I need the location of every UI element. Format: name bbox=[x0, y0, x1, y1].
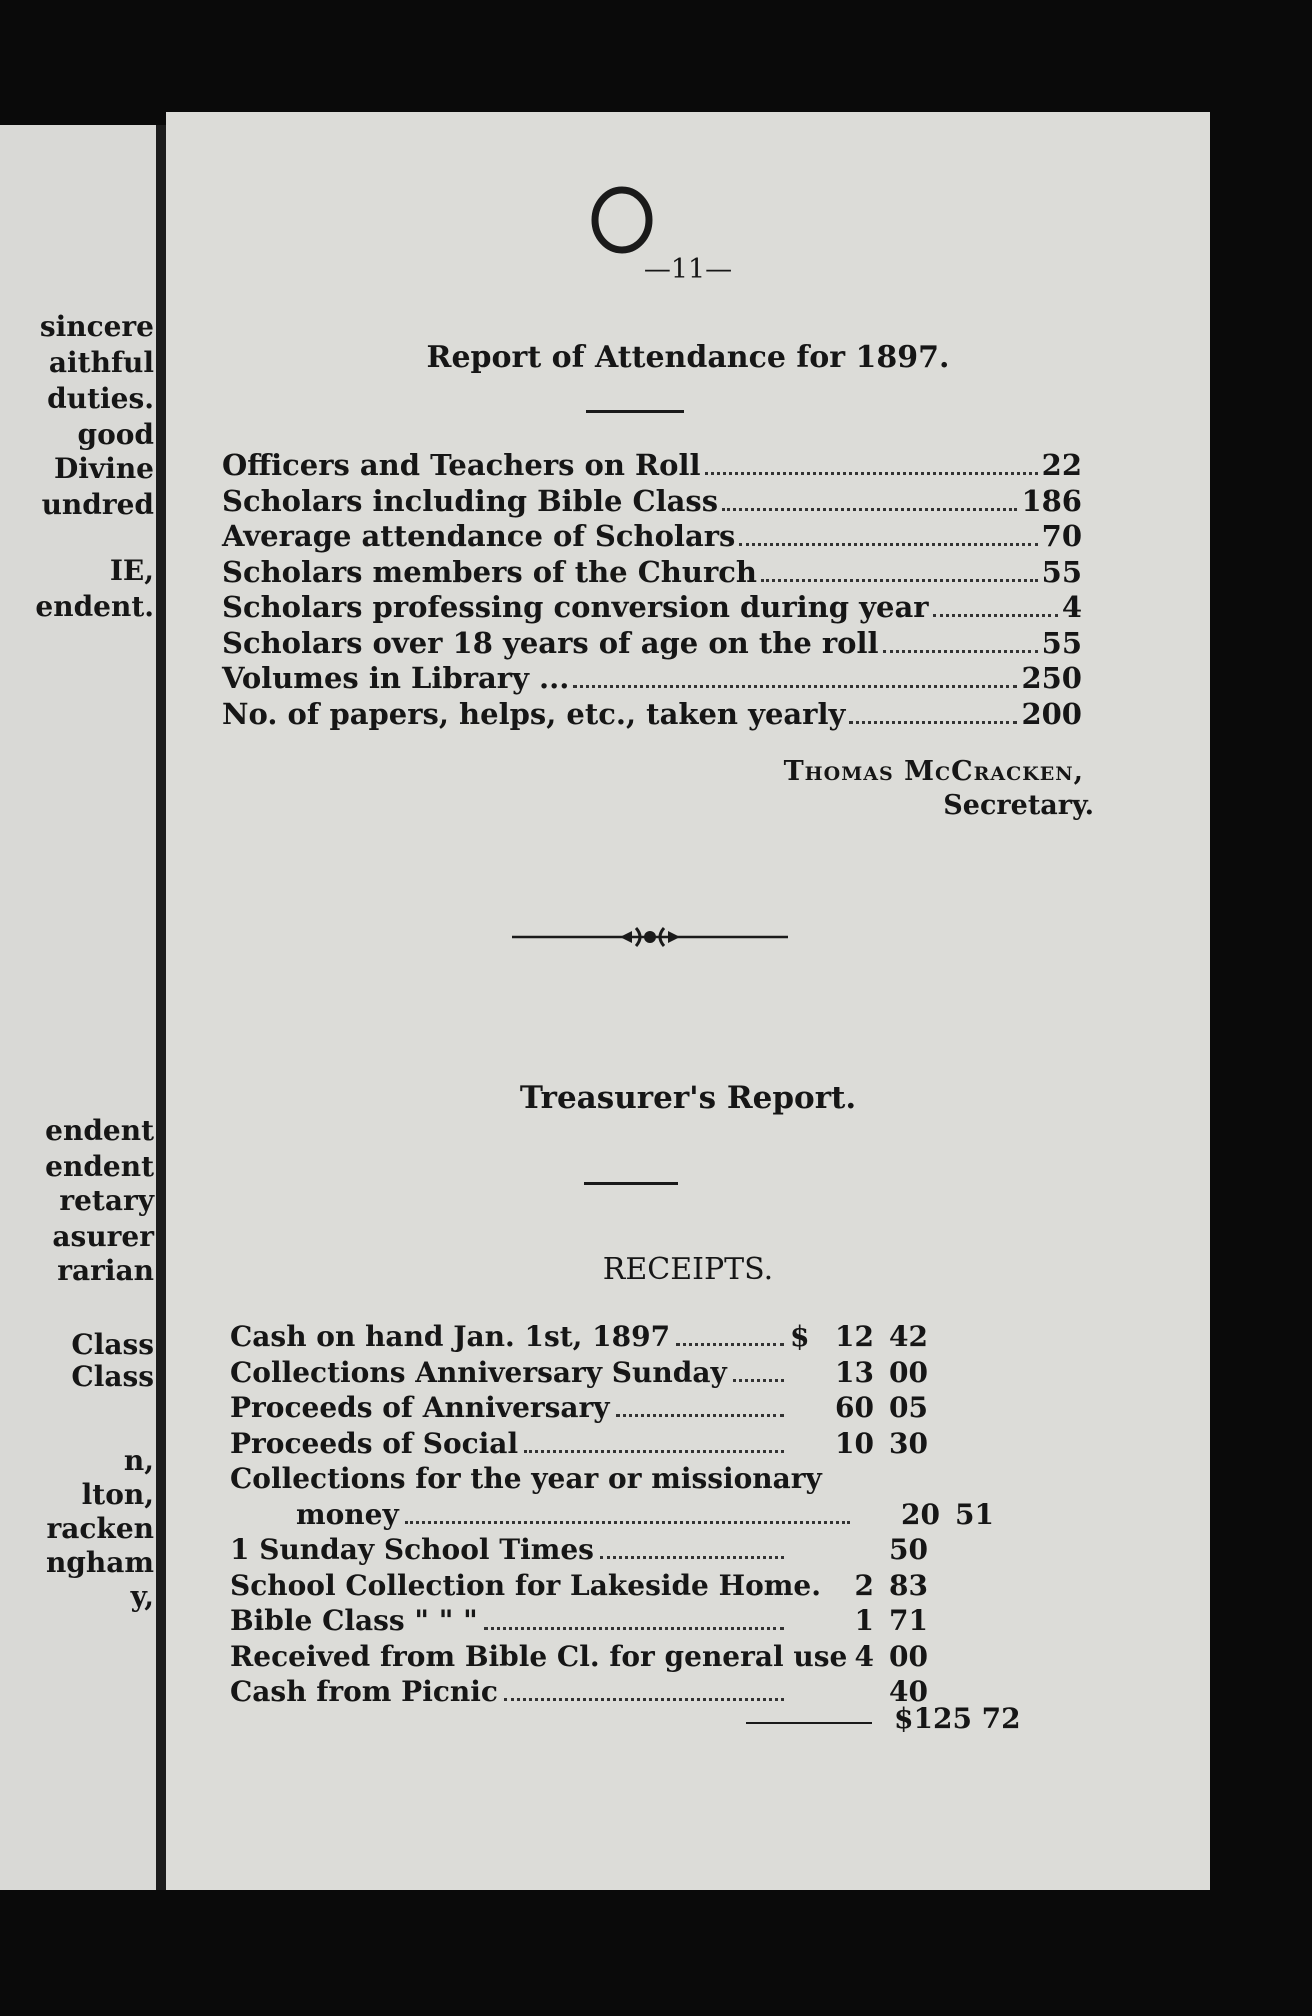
attendance-row bbox=[222, 661, 1082, 697]
row-value: 55 bbox=[1041, 554, 1082, 589]
row-label: Average attendance of Scholars bbox=[222, 519, 736, 553]
receipt-cents: 83 bbox=[889, 1568, 928, 1602]
receipt-dollars: 13 bbox=[835, 1355, 874, 1389]
dot-leader bbox=[733, 1379, 784, 1382]
dot-leader bbox=[722, 508, 1017, 511]
receipt-dollars: 60 bbox=[835, 1391, 874, 1424]
row-label: Volumes in Library ... bbox=[222, 661, 570, 695]
receipt-label: Collections for the year or missionary bbox=[230, 1462, 822, 1495]
receipt-label: Collections Anniversary Sunday bbox=[230, 1355, 727, 1389]
left-page-text: rarian bbox=[57, 1254, 154, 1287]
receipt-row bbox=[230, 1462, 1066, 1498]
receipt-row bbox=[230, 1320, 1066, 1356]
receipt-label: Cash from Picnic bbox=[230, 1675, 498, 1708]
dot-leader bbox=[600, 1556, 784, 1559]
dot-leader bbox=[705, 472, 1038, 475]
left-page-text: endent bbox=[45, 1114, 154, 1147]
receipt-label: Received from Bible Cl. for general use bbox=[230, 1639, 848, 1673]
attendance-table bbox=[222, 448, 1082, 732]
left-page-text: racken bbox=[46, 1512, 154, 1545]
receipt-label: School Collection for Lakeside Home. bbox=[230, 1568, 821, 1602]
left-page-text: duties. bbox=[47, 382, 154, 415]
row-value: 22 bbox=[1041, 448, 1082, 482]
left-page-text: endent bbox=[45, 1150, 154, 1183]
receipts-total bbox=[746, 1702, 1086, 1742]
receipt-dollars: 4 bbox=[854, 1639, 874, 1673]
receipt-cents: 71 bbox=[889, 1604, 928, 1637]
receipt-row bbox=[230, 1533, 1066, 1569]
attendance-row bbox=[222, 448, 1082, 484]
receipt-row bbox=[230, 1569, 1066, 1605]
attendance-row bbox=[222, 590, 1082, 626]
attendance-title: Report of Attendance for 1897. bbox=[426, 340, 950, 375]
page bbox=[166, 112, 1210, 1890]
left-page-text: IE, bbox=[109, 554, 154, 587]
total-amount: $125 72 bbox=[894, 1702, 1021, 1735]
receipt-cents: 30 bbox=[889, 1426, 928, 1460]
receipts-heading: RECEIPTS. bbox=[602, 1252, 774, 1287]
receipt-dollars: 1 bbox=[854, 1604, 874, 1637]
receipts-table bbox=[230, 1320, 1066, 1711]
row-label: No. of papers, helps, etc., taken yearly bbox=[222, 696, 846, 731]
book-gutter bbox=[156, 125, 166, 1890]
dot-leader bbox=[933, 614, 1058, 617]
dot-leader bbox=[484, 1627, 784, 1630]
dot-leader bbox=[405, 1521, 850, 1524]
dot-leader bbox=[524, 1450, 784, 1453]
receipt-row bbox=[230, 1498, 1066, 1534]
receipt-row bbox=[230, 1640, 1066, 1676]
receipt-label: Bible Class " " " bbox=[230, 1604, 478, 1637]
currency-symbol: $ bbox=[790, 1320, 810, 1353]
attendance-row bbox=[222, 555, 1082, 591]
left-page-text: good bbox=[77, 418, 154, 451]
row-label: Scholars including Bible Class bbox=[222, 483, 719, 518]
row-label: Scholars over 18 years of age on the roll bbox=[222, 625, 879, 660]
left-page-text: endent. bbox=[35, 590, 154, 623]
title-rule bbox=[586, 410, 684, 413]
row-label: Scholars members of the Church bbox=[222, 554, 757, 589]
left-page-fragment bbox=[0, 125, 156, 1890]
ornament-divider bbox=[510, 922, 790, 952]
receipt-cents: 05 bbox=[889, 1391, 928, 1424]
treasurer-title: Treasurer's Report. bbox=[519, 1080, 857, 1116]
left-page-text: sincere bbox=[39, 310, 154, 343]
left-page-text: Class bbox=[71, 1328, 154, 1361]
left-page-text: retary bbox=[59, 1184, 154, 1217]
receipt-label: Proceeds of Anniversary bbox=[230, 1391, 610, 1424]
dot-leader bbox=[504, 1698, 784, 1701]
treasurer-rule bbox=[584, 1182, 678, 1185]
receipt-dollars: 2 bbox=[854, 1568, 874, 1602]
row-value: 200 bbox=[1021, 696, 1082, 731]
signature-title: Secretary. bbox=[943, 790, 1094, 821]
ring-mark bbox=[582, 182, 662, 262]
dot-leader bbox=[573, 685, 1017, 688]
dot-leader bbox=[676, 1343, 784, 1346]
receipt-cents: 51 bbox=[955, 1497, 994, 1531]
row-value: 186 bbox=[1021, 483, 1082, 518]
receipt-label: money bbox=[296, 1497, 399, 1531]
left-page-text: Divine bbox=[54, 452, 154, 485]
dot-leader bbox=[761, 579, 1038, 582]
total-rule bbox=[746, 1722, 872, 1724]
left-page-text: ngham bbox=[45, 1546, 154, 1579]
row-label: Scholars professing conversion during year bbox=[222, 590, 929, 624]
page-number: —11— bbox=[643, 254, 733, 285]
row-label: Officers and Teachers on Roll bbox=[222, 448, 701, 482]
signature-name: Thomas McCracken, bbox=[783, 756, 1084, 787]
left-page-text: asurer bbox=[52, 1220, 154, 1253]
receipt-cents: 00 bbox=[889, 1639, 928, 1673]
left-page-text: y, bbox=[130, 1580, 154, 1613]
attendance-row bbox=[222, 519, 1082, 555]
receipt-row bbox=[230, 1356, 1066, 1392]
row-value: 4 bbox=[1061, 590, 1082, 624]
dot-leader bbox=[849, 721, 1017, 724]
left-page-text: lton, bbox=[81, 1478, 154, 1511]
attendance-row bbox=[222, 484, 1082, 520]
row-value: 250 bbox=[1021, 661, 1082, 695]
row-value: 70 bbox=[1041, 519, 1082, 553]
receipt-row bbox=[230, 1604, 1066, 1640]
receipt-row bbox=[230, 1427, 1066, 1463]
left-page-text: aithful bbox=[48, 346, 154, 379]
dot-leader bbox=[616, 1414, 784, 1417]
receipt-cents: 42 bbox=[889, 1320, 928, 1353]
receipt-cents: 50 bbox=[889, 1533, 928, 1566]
dot-leader bbox=[739, 543, 1037, 546]
receipt-label: Proceeds of Social bbox=[230, 1426, 519, 1460]
attendance-row bbox=[222, 626, 1082, 662]
row-value: 55 bbox=[1041, 625, 1082, 660]
dot-leader bbox=[883, 650, 1038, 653]
left-page-text: Class bbox=[71, 1360, 154, 1393]
attendance-row bbox=[222, 697, 1082, 733]
receipt-row bbox=[230, 1391, 1066, 1427]
receipt-label: Cash on hand Jan. 1st, 1897 bbox=[230, 1320, 671, 1353]
receipt-cents: 00 bbox=[889, 1355, 928, 1389]
receipt-cents: 40 bbox=[889, 1675, 928, 1708]
receipt-dollars: 20 bbox=[901, 1497, 940, 1531]
receipt-label: 1 Sunday School Times bbox=[230, 1533, 594, 1566]
left-page-text: undred bbox=[41, 488, 154, 521]
receipt-dollars: 12 bbox=[835, 1320, 874, 1353]
left-page-text: n, bbox=[123, 1444, 154, 1477]
receipt-dollars: 10 bbox=[835, 1426, 874, 1460]
